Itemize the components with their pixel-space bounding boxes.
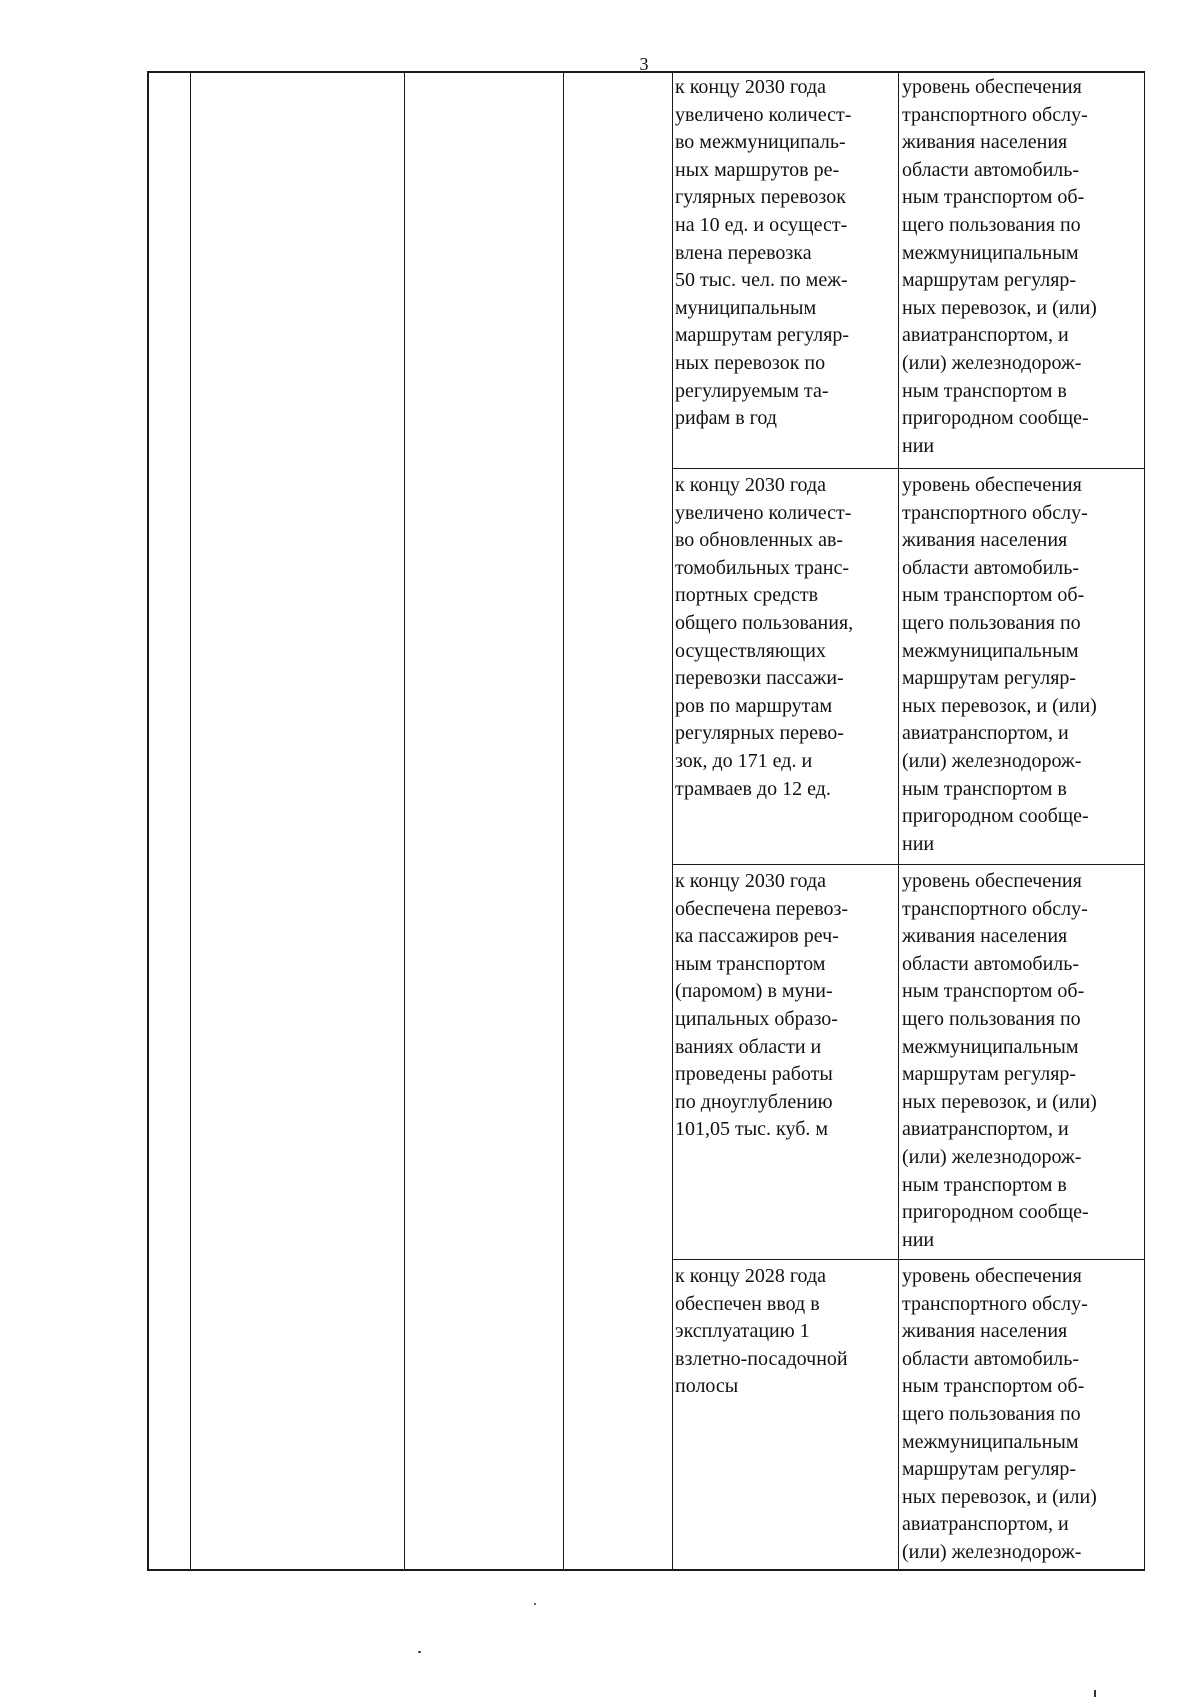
indicator-text-line: области автомобиль- [902, 952, 1080, 975]
indicator-text-line: межмуниципальным [902, 241, 1079, 264]
indicator-text-line: нии [902, 434, 935, 457]
indicator-text-line: области автомобиль- [902, 556, 1080, 579]
indicator-text-line: щего пользования по [902, 213, 1081, 236]
indicator-text-line: маршрутам регуляр- [902, 1063, 1077, 1086]
indicator-text-line: транспортного обслу- [902, 501, 1088, 524]
outcome-text-line: проведены работы [675, 1063, 833, 1086]
outcome-text-line: гулярных перевозок [675, 186, 846, 209]
outcome-text-line: обеспечена перевоз- [675, 897, 849, 920]
scan-speck [1094, 1690, 1096, 1697]
column-divider-3 [563, 71, 564, 1571]
outcome-text-line: ным транспортом [675, 952, 826, 975]
outcome-text-line: 101,05 тыс. куб. м [675, 1118, 829, 1141]
outcome-text-line: к концу 2030 года [675, 870, 827, 892]
indicator-text-line: ным транспортом об- [902, 186, 1085, 209]
column-divider-2 [404, 71, 405, 1571]
outcome-text-line: увеличено количест- [675, 501, 852, 524]
outcome-text-line: перевозки пассажи- [675, 667, 844, 690]
outcome-text-line: трамваев до 12 ед. [675, 777, 831, 800]
indicator-text-line: пригородном сообще- [902, 805, 1089, 828]
indicator-text-line: ным транспортом об- [902, 980, 1085, 1003]
indicator-text-line: ным транспортом об- [902, 1375, 1085, 1398]
outcome-cell [672, 1259, 900, 1571]
indicator-text-line: уровень обеспечения [902, 870, 1082, 892]
indicator-text-line: области автомобиль- [902, 158, 1080, 181]
indicator-text-line: транспортного обслу- [902, 103, 1088, 126]
indicator-text-line: живания населения [902, 529, 1068, 552]
indicator-text-line: ных перевозок, и (или) [902, 694, 1097, 717]
indicator-text-line: уровень обеспечения [902, 1265, 1082, 1287]
indicator-text-line: щего пользования по [902, 611, 1081, 634]
indicator-cell [898, 468, 1145, 864]
outcome-text-line: эксплуатацию 1 [675, 1320, 810, 1343]
outcome-text-line: регулярных перево- [675, 722, 844, 745]
indicator-text-line: ным транспортом в [902, 1173, 1067, 1196]
outcome-text-line: к концу 2030 года [675, 474, 827, 496]
indicator-text-line: транспортного обслу- [902, 897, 1088, 920]
outcome-cell [672, 71, 900, 468]
outcome-text-line: во обновленных ав- [675, 529, 844, 552]
outcome-text-line: зок, до 171 ед. и [675, 749, 813, 772]
outcome-text-line: ных маршрутов ре- [675, 158, 840, 181]
indicator-text-line: уровень обеспечения [902, 76, 1082, 98]
indicator-text-line: транспортного обслу- [902, 1292, 1088, 1315]
outcome-text-line: к концу 2030 года [675, 76, 827, 98]
indicator-text-line: ных перевозок, и (или) [902, 1090, 1097, 1113]
indicator-text-line: уровень обеспечения [902, 474, 1082, 496]
indicator-text-line: маршрутам регуляр- [902, 1458, 1077, 1481]
indicator-text-line: нии [902, 1228, 935, 1251]
indicator-text-line: ным транспортом в [902, 379, 1067, 402]
scan-speck [418, 1651, 421, 1653]
outcome-text-line: полосы [675, 1375, 739, 1398]
indicator-text-line: ным транспортом в [902, 777, 1067, 800]
indicator-text-line: ных перевозок, и (или) [902, 1485, 1097, 1508]
indicator-cell [898, 1259, 1145, 1571]
indicator-text-line: межмуниципальным [902, 1035, 1079, 1058]
outcome-text-line: влена перевозка [675, 241, 812, 264]
outcome-text-line: ров по маршрутам [675, 694, 833, 717]
indicator-text-line: пригородном сообще- [902, 407, 1089, 430]
outcome-text-line: увеличено количест- [675, 103, 852, 126]
outcome-cell [672, 864, 900, 1259]
page-number: 3 [639, 54, 649, 74]
indicator-text-line: маршрутам регуляр- [902, 667, 1077, 690]
indicator-text-line: (или) железнодорож- [902, 1540, 1082, 1563]
outcome-text-line: маршрутам регуляр- [675, 324, 850, 347]
outcome-text-line: ка пассажиров реч- [675, 925, 839, 948]
indicator-text-line: авиатранспортом, и [902, 324, 1069, 347]
indicator-text-line: щего пользования по [902, 1402, 1081, 1425]
indicator-text-line: нии [902, 832, 935, 855]
outcome-text-line: на 10 ед. и осущест- [675, 213, 848, 236]
indicator-text-line: живания населения [902, 1320, 1068, 1343]
indicator-text-line: авиатранспортом, и [902, 1118, 1069, 1141]
indicator-text-line: щего пользования по [902, 1007, 1081, 1030]
outcome-text-line: (паромом) в муни- [675, 980, 833, 1003]
outcome-text-line: 50 тыс. чел. по меж- [675, 269, 848, 292]
outcome-text-line: к концу 2028 года [675, 1265, 827, 1287]
indicator-text-line: (или) железнодорож- [902, 749, 1082, 772]
indicator-text-line: пригородном сообще- [902, 1201, 1089, 1224]
indicator-text-line: живания населения [902, 925, 1068, 948]
outcome-text-line: портных средств [675, 584, 819, 607]
indicator-text-line: ных перевозок, и (или) [902, 296, 1097, 319]
indicator-text-line: (или) железнодорож- [902, 351, 1082, 374]
outcome-text-line: взлетно-посадочной [675, 1347, 848, 1370]
indicator-text-line: ным транспортом об- [902, 584, 1085, 607]
indicator-cell [898, 864, 1145, 1259]
indicator-text-line: авиатранспортом, и [902, 722, 1069, 745]
outcome-text-line: ных перевозок по [675, 351, 826, 374]
outcome-cell [672, 468, 900, 864]
outcome-text-line: общего пользования, [675, 611, 854, 634]
indicator-text-line: маршрутам регуляр- [902, 269, 1077, 292]
indicator-text-line: авиатранспортом, и [902, 1513, 1069, 1536]
outcome-text-line: муниципальным [675, 296, 817, 319]
outcome-text-line: ципальных образо- [675, 1007, 838, 1030]
outcome-text-line: во межмуниципаль- [675, 131, 846, 154]
scan-speck [534, 1603, 536, 1605]
indicator-cell [898, 71, 1145, 468]
outcome-text-line: томобильных транс- [675, 556, 849, 579]
indicator-text-line: межмуниципальным [902, 1430, 1079, 1453]
column-divider-1 [190, 71, 191, 1571]
indicator-text-line: (или) железнодорож- [902, 1145, 1082, 1168]
indicator-text-line: межмуниципальным [902, 639, 1079, 662]
outcome-text-line: регулируемым та- [675, 379, 829, 402]
indicator-text-line: живания населения [902, 131, 1068, 154]
indicator-text-line: области автомобиль- [902, 1347, 1080, 1370]
outcome-text-line: рифам в год [675, 407, 777, 430]
outcome-text-line: обеспечен ввод в [675, 1292, 820, 1315]
outcome-text-line: ваниях области и [675, 1035, 822, 1058]
outcome-text-line: осуществляющих [675, 639, 826, 662]
outcome-text-line: по дноуглублению [675, 1090, 833, 1113]
